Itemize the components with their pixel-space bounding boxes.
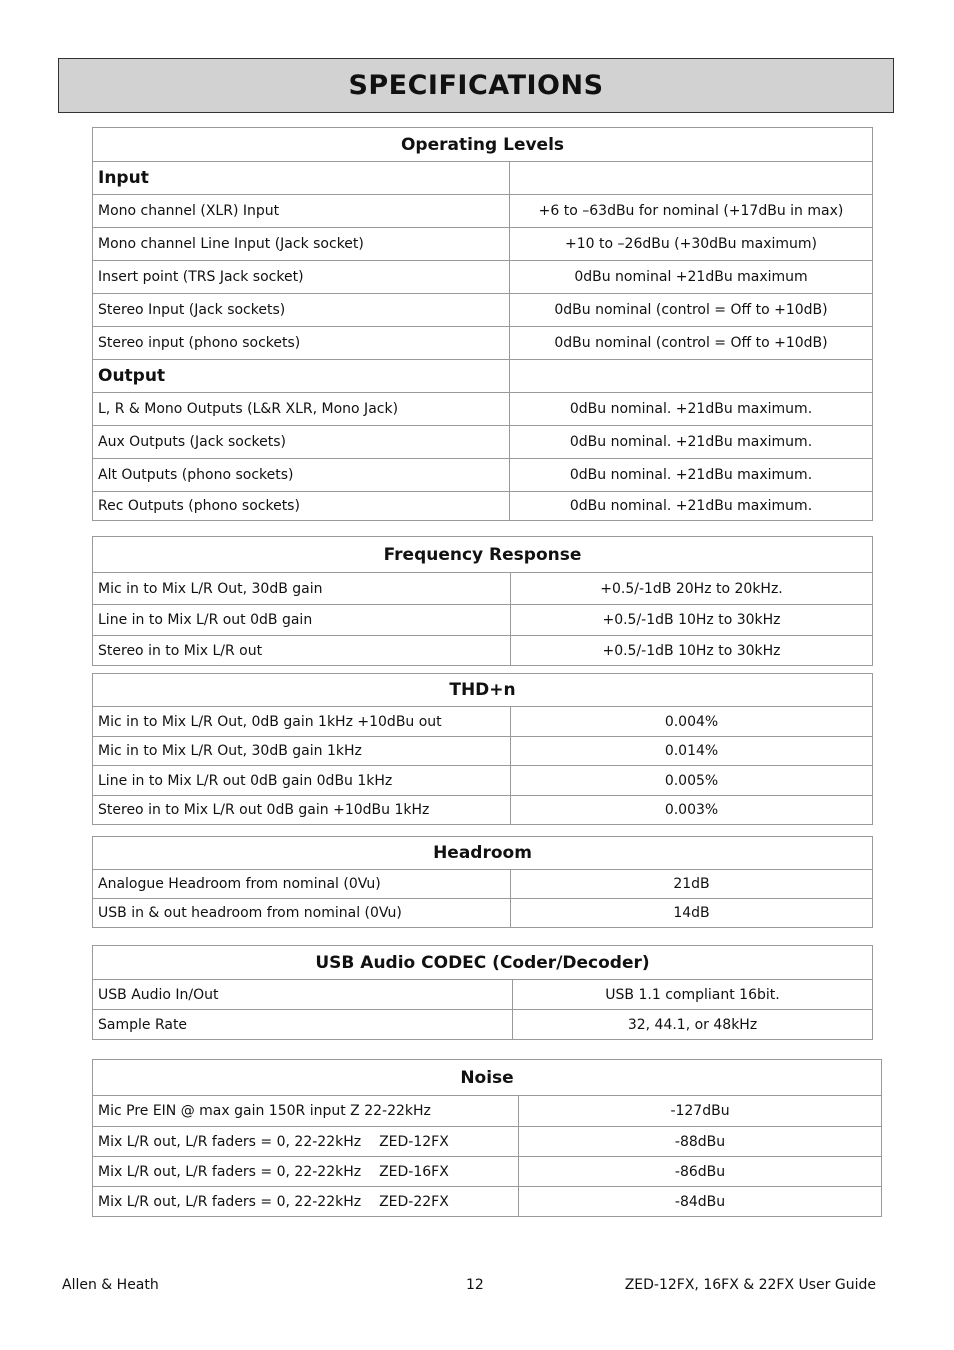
table-row	[93, 228, 873, 261]
table-row	[93, 459, 873, 492]
footer-brand: Allen & Heath	[62, 1277, 159, 1293]
row-model: ZED-16FX	[379, 1163, 449, 1180]
row-label-text: Mix L/R out, L/R faders = 0, 22-22kHz	[98, 1133, 362, 1150]
row-value: 0.005%	[511, 766, 873, 796]
row-label: Alt Outputs (phono sockets)	[93, 459, 510, 492]
row-label: Sample Rate	[93, 1010, 513, 1040]
table-row	[93, 899, 873, 928]
row-model: ZED-12FX	[379, 1133, 449, 1150]
row-label	[93, 1187, 519, 1217]
input-subheading: Input	[93, 162, 510, 195]
row-label-text: Mix L/R out, L/R faders = 0, 22-22kHz	[98, 1193, 362, 1210]
row-label: Rec Outputs (phono sockets)	[93, 492, 510, 521]
noise-table	[92, 1059, 882, 1217]
table-row	[93, 1187, 882, 1217]
usb-codec-heading: USB Audio CODEC (Coder/Decoder)	[93, 946, 873, 980]
headroom-table	[92, 836, 873, 928]
row-value: 0dBu nominal +21dBu maximum	[510, 261, 873, 294]
row-label: Analogue Headroom from nominal (0Vu)	[93, 870, 511, 899]
row-label: USB Audio In/Out	[93, 980, 513, 1010]
table-row	[93, 573, 873, 605]
table-row	[93, 980, 873, 1010]
row-label: Stereo in to Mix L/R out 0dB gain +10dBu 1kHz	[93, 796, 511, 825]
row-value: 0dBu nominal. +21dBu maximum.	[510, 492, 873, 521]
row-value: +0.5/-1dB 10Hz to 30kHz	[511, 636, 873, 666]
row-label: Stereo input (phono sockets)	[93, 327, 510, 360]
footer-guide-title: ZED-12FX, 16FX & 22FX User Guide	[624, 1277, 876, 1293]
operating-levels-heading: Operating Levels	[93, 128, 873, 162]
table-row	[93, 796, 873, 825]
row-value: -88dBu	[519, 1127, 882, 1157]
row-label: Mic in to Mix L/R Out, 30dB gain	[93, 573, 511, 605]
row-label	[93, 1157, 519, 1187]
row-value: 0dBu nominal (control = Off to +10dB)	[510, 327, 873, 360]
row-value: 0dBu nominal (control = Off to +10dB)	[510, 294, 873, 327]
row-label: Line in to Mix L/R out 0dB gain 0dBu 1kHz	[93, 766, 511, 796]
table-row	[93, 1010, 873, 1040]
row-value: +0.5/-1dB 10Hz to 30kHz	[511, 605, 873, 636]
row-value: -86dBu	[519, 1157, 882, 1187]
thd-heading: THD+n	[93, 674, 873, 707]
table-row	[93, 426, 873, 459]
footer-page-number: 12	[466, 1277, 484, 1293]
row-value: 0.014%	[511, 737, 873, 766]
row-value: 0dBu nominal. +21dBu maximum.	[510, 393, 873, 426]
row-label: Stereo Input (Jack sockets)	[93, 294, 510, 327]
row-label	[93, 1096, 519, 1127]
row-value: 0.004%	[511, 707, 873, 737]
row-model: ZED-22FX	[379, 1193, 449, 1210]
row-value: 21dB	[511, 870, 873, 899]
row-label: Mono channel Line Input (Jack socket)	[93, 228, 510, 261]
table-row	[93, 870, 873, 899]
row-label: Mic in to Mix L/R Out, 30dB gain 1kHz	[93, 737, 511, 766]
row-value: -84dBu	[519, 1187, 882, 1217]
row-label: Aux Outputs (Jack sockets)	[93, 426, 510, 459]
row-value: +0.5/-1dB 20Hz to 20kHz.	[511, 573, 873, 605]
row-value: 0dBu nominal. +21dBu maximum.	[510, 426, 873, 459]
row-value: -127dBu	[519, 1096, 882, 1127]
row-label: Mic in to Mix L/R Out, 0dB gain 1kHz +10dBu out	[93, 707, 511, 737]
output-subheading: Output	[93, 360, 510, 393]
table-row	[93, 636, 873, 666]
row-label: Stereo in to Mix L/R out	[93, 636, 511, 666]
row-value: 0.003%	[511, 796, 873, 825]
row-label: L, R & Mono Outputs (L&R XLR, Mono Jack)	[93, 393, 510, 426]
operating-levels-table	[92, 127, 873, 521]
table-row	[93, 327, 873, 360]
thd-table	[92, 673, 873, 825]
headroom-heading: Headroom	[93, 837, 873, 870]
table-row	[93, 766, 873, 796]
frequency-response-heading: Frequency Response	[93, 537, 873, 573]
row-label: Mono channel (XLR) Input	[93, 195, 510, 228]
table-row	[93, 492, 873, 521]
title-banner	[58, 58, 894, 113]
row-label: Line in to Mix L/R out 0dB gain	[93, 605, 511, 636]
frequency-response-table	[92, 536, 873, 666]
noise-heading: Noise	[93, 1060, 882, 1096]
table-row	[93, 195, 873, 228]
table-row	[93, 393, 873, 426]
row-value: 0dBu nominal. +21dBu maximum.	[510, 459, 873, 492]
row-label	[93, 1127, 519, 1157]
row-value: +6 to –63dBu for nominal (+17dBu in max)	[510, 195, 873, 228]
row-label: USB in & out headroom from nominal (0Vu)	[93, 899, 511, 928]
row-value: 32, 44.1, or 48kHz	[513, 1010, 873, 1040]
table-row	[93, 261, 873, 294]
table-row	[93, 737, 873, 766]
row-label-text: Mic Pre EIN @ max gain 150R input Z 22-22kHz	[98, 1103, 431, 1119]
usb-codec-table	[92, 945, 873, 1040]
row-label: Insert point (TRS Jack socket)	[93, 261, 510, 294]
empty-cell	[510, 360, 873, 393]
row-value: 14dB	[511, 899, 873, 928]
table-row	[93, 1127, 882, 1157]
table-row	[93, 294, 873, 327]
table-row	[93, 605, 873, 636]
row-value: +10 to –26dBu (+30dBu maximum)	[510, 228, 873, 261]
row-value: USB 1.1 compliant 16bit.	[513, 980, 873, 1010]
table-row	[93, 707, 873, 737]
table-row	[93, 1096, 882, 1127]
empty-cell	[510, 162, 873, 195]
row-label-text: Mix L/R out, L/R faders = 0, 22-22kHz	[98, 1163, 362, 1180]
page-title: SPECIFICATIONS	[348, 70, 604, 101]
table-row	[93, 1157, 882, 1187]
